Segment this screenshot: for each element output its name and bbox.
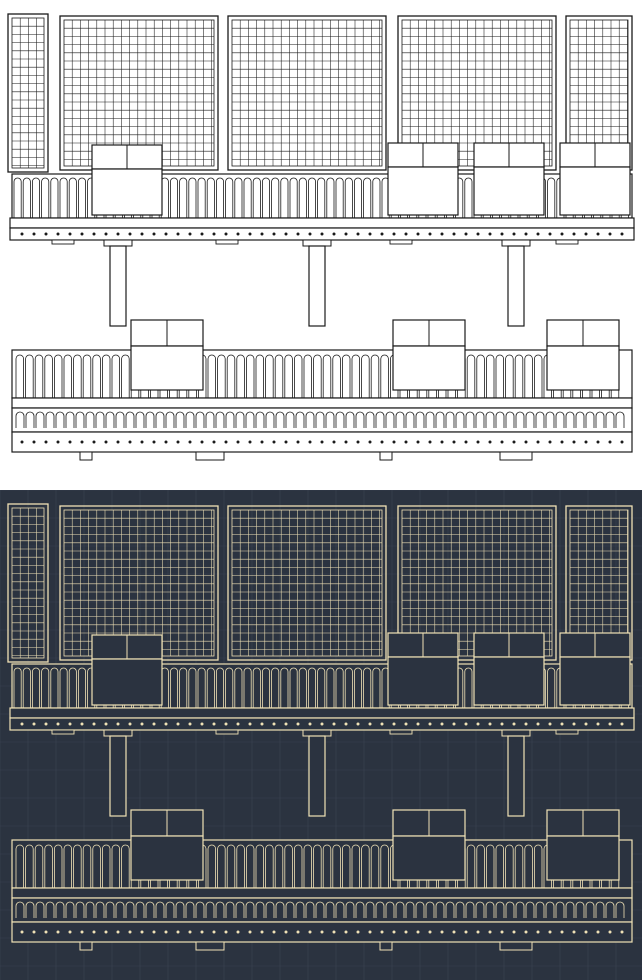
rail-bolt bbox=[429, 441, 432, 444]
rail-bolt bbox=[309, 441, 312, 444]
cardboard-box bbox=[474, 143, 544, 215]
rail-bolt bbox=[369, 723, 372, 726]
rail-bolt bbox=[57, 723, 60, 726]
rail-bolt bbox=[429, 233, 432, 236]
rail-bolt bbox=[201, 931, 204, 934]
box-body bbox=[474, 167, 544, 215]
rail-bolt bbox=[225, 441, 228, 444]
rail-bolt bbox=[489, 441, 492, 444]
rail-bolt bbox=[549, 441, 552, 444]
light-conveyor-drawing bbox=[0, 0, 642, 470]
rail-bolt bbox=[465, 441, 468, 444]
rail-bolt bbox=[213, 723, 216, 726]
rail-bolt bbox=[117, 931, 120, 934]
leg-post bbox=[110, 246, 126, 326]
rail-bolt bbox=[81, 441, 84, 444]
rail-bolt bbox=[333, 931, 336, 934]
rail-bolt bbox=[393, 723, 396, 726]
rail-bolt bbox=[405, 723, 408, 726]
rail-bolt bbox=[345, 723, 348, 726]
rail-bolt bbox=[93, 723, 96, 726]
rail-bolt bbox=[321, 441, 324, 444]
rail-bolt bbox=[57, 233, 60, 236]
fence-mesh-lines bbox=[232, 20, 382, 166]
rail-bolt bbox=[57, 441, 60, 444]
rail-bolt bbox=[501, 441, 504, 444]
box-body bbox=[547, 346, 619, 390]
rail-bolt bbox=[405, 441, 408, 444]
lower-leg-stub bbox=[196, 452, 224, 460]
rail-bolt bbox=[309, 233, 312, 236]
rail-bolt bbox=[297, 233, 300, 236]
rail-bolt bbox=[513, 233, 516, 236]
rail-bolt bbox=[333, 233, 336, 236]
support-leg bbox=[502, 240, 530, 326]
lower-leg-stub bbox=[380, 452, 392, 460]
rail-bolt bbox=[21, 441, 24, 444]
leg-post bbox=[309, 246, 325, 326]
dark-blueprint-panel bbox=[0, 490, 642, 980]
rail-clamp bbox=[390, 730, 412, 734]
rail-clamp bbox=[52, 730, 74, 734]
rail-bolt bbox=[177, 233, 180, 236]
rail-bolt bbox=[273, 723, 276, 726]
rail-bolt bbox=[561, 723, 564, 726]
rail-bolt bbox=[453, 233, 456, 236]
rail-bolt bbox=[93, 233, 96, 236]
rail-bolt bbox=[69, 723, 72, 726]
rail-bolt bbox=[609, 931, 612, 934]
rail-clamp bbox=[52, 240, 74, 244]
rail-bolt bbox=[489, 233, 492, 236]
cardboard-box bbox=[547, 810, 619, 880]
rail-bolt bbox=[117, 441, 120, 444]
rail-bolt bbox=[153, 723, 156, 726]
fence-mesh-lines bbox=[12, 18, 44, 168]
rail-bolt bbox=[477, 931, 480, 934]
rail-bolt bbox=[333, 723, 336, 726]
rail-bolt bbox=[189, 441, 192, 444]
cardboard-box bbox=[388, 143, 458, 215]
rail-bolt bbox=[213, 931, 216, 934]
leg-post bbox=[508, 736, 524, 816]
rail-bolt bbox=[357, 233, 360, 236]
lower-conveyor-frame bbox=[12, 840, 632, 888]
rail-bolt bbox=[597, 931, 600, 934]
rail-bolt bbox=[513, 723, 516, 726]
rail-bolt bbox=[117, 233, 120, 236]
rail-bolt bbox=[585, 233, 588, 236]
rail-bolt bbox=[225, 931, 228, 934]
cardboard-box bbox=[92, 635, 162, 705]
dark-conveyor-drawing bbox=[0, 490, 642, 980]
rail-clamp bbox=[556, 240, 578, 244]
lower-leg-stub bbox=[500, 942, 532, 950]
rail-bolt bbox=[261, 233, 264, 236]
rail-bolt bbox=[549, 931, 552, 934]
rail-bolt bbox=[441, 723, 444, 726]
rail-bolt bbox=[273, 441, 276, 444]
rail-bolt bbox=[273, 931, 276, 934]
rail-bolt bbox=[369, 931, 372, 934]
support-leg bbox=[303, 240, 331, 326]
rail-bolt bbox=[237, 441, 240, 444]
rail-bolt bbox=[573, 441, 576, 444]
rail-bolt bbox=[573, 723, 576, 726]
rail-bolt bbox=[465, 723, 468, 726]
rail-bolt bbox=[585, 931, 588, 934]
rail-bolt bbox=[357, 723, 360, 726]
rail-bolt bbox=[381, 931, 384, 934]
rail-bolt bbox=[465, 931, 468, 934]
rail-bolt bbox=[225, 723, 228, 726]
rail-bolt bbox=[129, 723, 132, 726]
lower-conveyor-frame bbox=[12, 350, 632, 398]
rail-bolt bbox=[237, 931, 240, 934]
rail-bolt bbox=[45, 233, 48, 236]
rail-bolt bbox=[45, 441, 48, 444]
rail-bolt bbox=[369, 233, 372, 236]
box-body bbox=[560, 657, 630, 705]
cardboard-box bbox=[131, 320, 203, 390]
rail-bolt bbox=[285, 931, 288, 934]
rail-bolt bbox=[381, 233, 384, 236]
rail-clamp bbox=[216, 730, 238, 734]
cardboard-box bbox=[393, 320, 465, 390]
rail-bolt bbox=[597, 233, 600, 236]
rail-bolt bbox=[621, 441, 624, 444]
rail-bolt bbox=[597, 723, 600, 726]
rail-bolt bbox=[297, 931, 300, 934]
rail-bolt bbox=[225, 233, 228, 236]
lower-top-rail bbox=[12, 888, 632, 898]
rail-bolt bbox=[153, 931, 156, 934]
box-body bbox=[92, 659, 162, 705]
rail-bolt bbox=[405, 233, 408, 236]
rail-bolt bbox=[369, 441, 372, 444]
cardboard-box bbox=[388, 633, 458, 705]
lower-leg-stub bbox=[80, 452, 92, 460]
fence-inner-frame bbox=[64, 20, 214, 166]
upper-side-rail bbox=[10, 218, 634, 228]
rail-bolt bbox=[573, 233, 576, 236]
rail-bolt bbox=[33, 723, 36, 726]
rail-bolt bbox=[561, 931, 564, 934]
rail-bolt bbox=[333, 441, 336, 444]
rail-bolt bbox=[393, 931, 396, 934]
rail-bolt bbox=[297, 441, 300, 444]
box-body bbox=[474, 657, 544, 705]
rail-bolt bbox=[105, 723, 108, 726]
rail-bolt bbox=[249, 441, 252, 444]
fence-inner-frame bbox=[12, 18, 44, 168]
rail-bolt bbox=[273, 233, 276, 236]
rail-bolt bbox=[537, 723, 540, 726]
rail-bolt bbox=[537, 441, 540, 444]
rail-bolt bbox=[237, 723, 240, 726]
rail-bolt bbox=[549, 233, 552, 236]
lower-top-rail bbox=[12, 398, 632, 408]
rail-bolt bbox=[165, 441, 168, 444]
rail-bolt bbox=[117, 723, 120, 726]
box-body bbox=[547, 836, 619, 880]
rail-bolt bbox=[585, 723, 588, 726]
rail-bolt bbox=[261, 931, 264, 934]
rail-bolt bbox=[501, 233, 504, 236]
rail-bolt bbox=[249, 723, 252, 726]
rail-bolt bbox=[21, 723, 24, 726]
rail-bolt bbox=[357, 441, 360, 444]
rail-bolt bbox=[21, 931, 24, 934]
rail-bolt bbox=[321, 233, 324, 236]
rail-bolt bbox=[525, 233, 528, 236]
upper-side-rail bbox=[10, 708, 634, 718]
rail-bolt bbox=[393, 233, 396, 236]
rail-bolt bbox=[285, 441, 288, 444]
rail-bolt bbox=[237, 233, 240, 236]
rail-bolt bbox=[141, 441, 144, 444]
rail-bolt bbox=[429, 723, 432, 726]
rail-bolt bbox=[189, 723, 192, 726]
rail-bolt bbox=[285, 723, 288, 726]
rail-bolt bbox=[141, 931, 144, 934]
fence-mesh-lines bbox=[64, 20, 214, 166]
lower-arch-rail bbox=[12, 898, 632, 922]
rail-bolt bbox=[621, 723, 624, 726]
lower-leg-stub bbox=[80, 942, 92, 950]
rail-bolt bbox=[201, 233, 204, 236]
rail-bolt bbox=[441, 233, 444, 236]
rail-bolt bbox=[609, 233, 612, 236]
rail-bolt bbox=[525, 723, 528, 726]
rail-bolt bbox=[417, 931, 420, 934]
box-body bbox=[131, 836, 203, 880]
leg-bracket bbox=[502, 730, 530, 736]
rail-bolt bbox=[105, 931, 108, 934]
rail-bolt bbox=[525, 441, 528, 444]
fence-mesh-panel bbox=[8, 14, 48, 172]
cardboard-box bbox=[560, 633, 630, 705]
rail-bolt bbox=[165, 723, 168, 726]
leg-post bbox=[110, 736, 126, 816]
light-blueprint-panel bbox=[0, 0, 642, 470]
rail-bolt bbox=[45, 723, 48, 726]
rail-bolt bbox=[309, 931, 312, 934]
rail-bolt bbox=[249, 931, 252, 934]
rail-bolt bbox=[573, 931, 576, 934]
rail-bolt bbox=[609, 441, 612, 444]
rail-bolt bbox=[69, 931, 72, 934]
cardboard-box bbox=[393, 810, 465, 880]
rail-bolt bbox=[81, 723, 84, 726]
rail-bolt bbox=[309, 723, 312, 726]
rail-bolt bbox=[597, 441, 600, 444]
rail-clamp bbox=[556, 730, 578, 734]
leg-bracket bbox=[303, 730, 331, 736]
rail-bolt bbox=[537, 931, 540, 934]
rail-bolt bbox=[501, 723, 504, 726]
rail-bolt bbox=[81, 233, 84, 236]
rail-bolt bbox=[441, 441, 444, 444]
leg-bracket bbox=[502, 240, 530, 246]
lower-leg-stub bbox=[500, 452, 532, 460]
rail-bolt bbox=[57, 931, 60, 934]
rail-bolt bbox=[165, 233, 168, 236]
rail-bolt bbox=[189, 233, 192, 236]
rail-bolt bbox=[429, 931, 432, 934]
rail-bolt bbox=[69, 441, 72, 444]
box-body bbox=[560, 167, 630, 215]
lower-arch-rail bbox=[12, 408, 632, 432]
rail-bolt bbox=[129, 233, 132, 236]
leg-post bbox=[309, 736, 325, 816]
rail-bolt bbox=[321, 723, 324, 726]
rail-clamp bbox=[216, 240, 238, 244]
support-leg bbox=[104, 240, 132, 326]
rail-bolt bbox=[69, 233, 72, 236]
rail-bolt bbox=[417, 233, 420, 236]
rail-bolt bbox=[93, 441, 96, 444]
rail-bolt bbox=[489, 931, 492, 934]
rail-bolt bbox=[381, 441, 384, 444]
rail-bolt bbox=[177, 931, 180, 934]
box-body bbox=[393, 836, 465, 880]
cardboard-box bbox=[547, 320, 619, 390]
rail-bolt bbox=[345, 931, 348, 934]
cardboard-box bbox=[560, 143, 630, 215]
box-body bbox=[131, 346, 203, 390]
rail-bolt bbox=[129, 931, 132, 934]
rail-bolt bbox=[201, 441, 204, 444]
rail-bolt bbox=[549, 723, 552, 726]
rail-bolt bbox=[501, 931, 504, 934]
rail-bolt bbox=[453, 931, 456, 934]
rail-bolt bbox=[345, 441, 348, 444]
rail-bolt bbox=[609, 723, 612, 726]
rail-bolt bbox=[165, 931, 168, 934]
rail-bolt bbox=[513, 441, 516, 444]
rail-bolt bbox=[33, 931, 36, 934]
rail-bolt bbox=[405, 931, 408, 934]
rail-bolt bbox=[93, 931, 96, 934]
rail-bolt bbox=[453, 441, 456, 444]
rail-bolt bbox=[585, 441, 588, 444]
rail-bolt bbox=[417, 723, 420, 726]
rail-bolt bbox=[621, 931, 624, 934]
rail-bolt bbox=[477, 441, 480, 444]
rail-bolt bbox=[177, 723, 180, 726]
leg-bracket bbox=[104, 240, 132, 246]
rail-bolt bbox=[477, 233, 480, 236]
rail-bolt bbox=[141, 233, 144, 236]
rail-bolt bbox=[177, 441, 180, 444]
rail-bolt bbox=[285, 233, 288, 236]
rail-bolt bbox=[537, 233, 540, 236]
rail-bolt bbox=[417, 441, 420, 444]
conveyor-scene bbox=[8, 14, 634, 460]
rail-bolt bbox=[153, 233, 156, 236]
cardboard-box bbox=[474, 633, 544, 705]
box-body bbox=[393, 346, 465, 390]
fence-frame bbox=[8, 14, 48, 172]
rail-bolt bbox=[213, 441, 216, 444]
rail-bolt bbox=[213, 233, 216, 236]
rail-bolt bbox=[297, 723, 300, 726]
rail-bolt bbox=[21, 233, 24, 236]
fence-frame bbox=[228, 16, 386, 170]
lower-leg-stub bbox=[380, 942, 392, 950]
lower-leg-stub bbox=[196, 942, 224, 950]
box-body bbox=[92, 169, 162, 215]
rail-bolt bbox=[261, 441, 264, 444]
rail-bolt bbox=[81, 931, 84, 934]
rail-bolt bbox=[441, 931, 444, 934]
rail-bolt bbox=[321, 931, 324, 934]
rail-bolt bbox=[561, 441, 564, 444]
cardboard-box bbox=[131, 810, 203, 880]
rail-bolt bbox=[189, 931, 192, 934]
fence-inner-frame bbox=[232, 20, 382, 166]
rail-bolt bbox=[525, 931, 528, 934]
rail-bolt bbox=[477, 723, 480, 726]
rail-bolt bbox=[345, 233, 348, 236]
rail-bolt bbox=[201, 723, 204, 726]
box-body bbox=[388, 167, 458, 215]
rail-bolt bbox=[105, 233, 108, 236]
rail-bolt bbox=[141, 723, 144, 726]
rail-bolt bbox=[489, 723, 492, 726]
rail-bolt bbox=[33, 233, 36, 236]
rail-bolt bbox=[561, 233, 564, 236]
rail-bolt bbox=[465, 233, 468, 236]
rail-bolt bbox=[153, 441, 156, 444]
rail-bolt bbox=[357, 931, 360, 934]
rail-bolt bbox=[105, 441, 108, 444]
rail-bolt bbox=[129, 441, 132, 444]
rail-bolt bbox=[45, 931, 48, 934]
leg-bracket bbox=[303, 240, 331, 246]
rail-bolt bbox=[381, 723, 384, 726]
rail-bolt bbox=[453, 723, 456, 726]
rail-bolt bbox=[33, 441, 36, 444]
leg-bracket bbox=[104, 730, 132, 736]
fence-mesh-panel bbox=[228, 16, 386, 170]
leg-post bbox=[508, 246, 524, 326]
cardboard-box bbox=[92, 145, 162, 215]
box-body bbox=[388, 657, 458, 705]
rail-bolt bbox=[393, 441, 396, 444]
rail-bolt bbox=[621, 233, 624, 236]
rail-bolt bbox=[513, 931, 516, 934]
rail-clamp bbox=[390, 240, 412, 244]
rail-bolt bbox=[249, 233, 252, 236]
rail-bolt bbox=[261, 723, 264, 726]
